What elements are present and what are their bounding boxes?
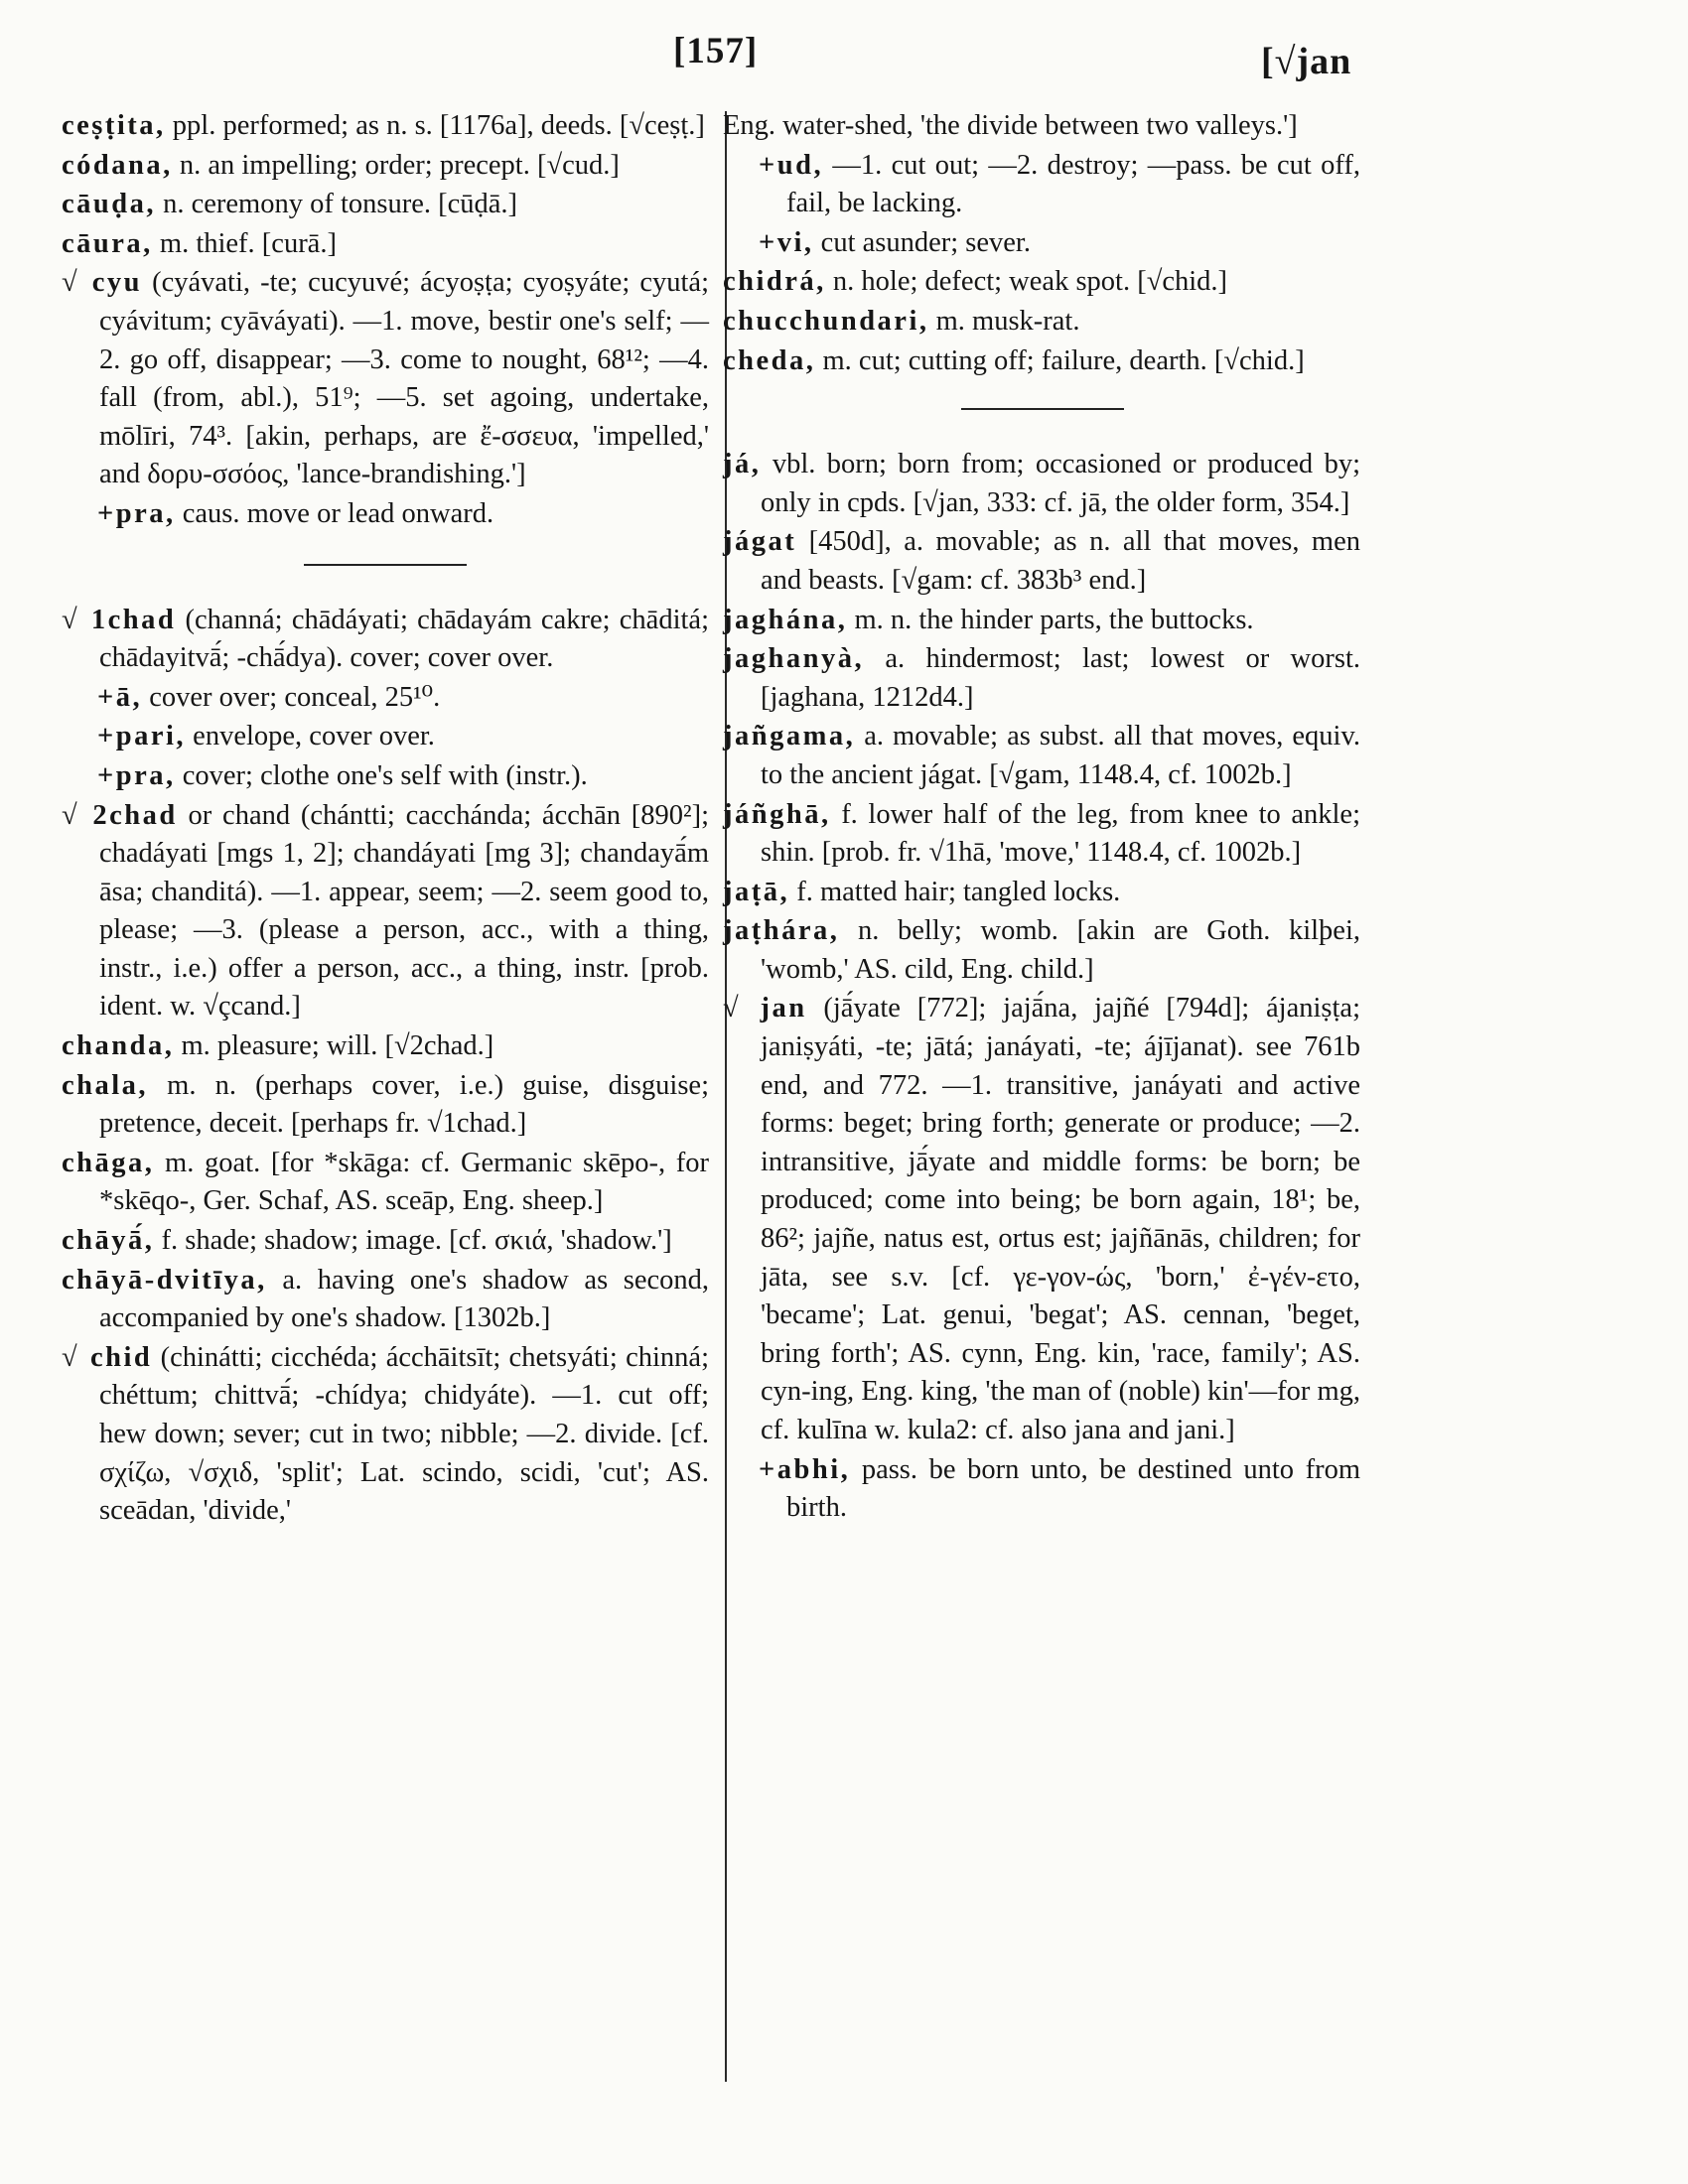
dictionary-entry [62, 1222, 709, 1261]
left-column [62, 107, 709, 1532]
dictionary-entry [723, 107, 1360, 146]
headword: chāyā-dvitīya, [62, 1264, 267, 1296]
definition-text: n. belly; womb. [akin are Goth. kilþei, 'womb,' AS. cild, Eng. child.] [761, 915, 1360, 985]
headword: √ 2chad [62, 799, 178, 831]
dictionary-entry [62, 1027, 709, 1066]
definition-text: f. shade; shadow; image. [cf. σκιά, 'shadow.'] [154, 1225, 672, 1257]
sub-entry [723, 1451, 1360, 1528]
definition-text: [450d], a. movable; as n. all that moves, men and beasts. [√gam: cf. 383b³ end.] [761, 526, 1360, 596]
sub-entry [723, 147, 1360, 223]
definition-text: m. musk-rat. [928, 305, 1080, 337]
headword: +vi, [759, 226, 814, 258]
headword: jaṭhára, [723, 915, 840, 947]
dictionary-entry [62, 147, 709, 186]
headword: jáñghā, [723, 798, 831, 830]
headword: +ā, [97, 681, 143, 713]
definition-text: cut asunder; sever. [813, 226, 1031, 258]
dictionary-entry [62, 107, 709, 146]
headword: +ud, [759, 149, 824, 181]
sub-entry [62, 495, 709, 534]
headword: +pra, [97, 759, 176, 791]
dictionary-entry [723, 523, 1360, 600]
headword: √ 1chad [62, 604, 177, 635]
definition-text: pass. be born unto, be destined unto from birth. [786, 1453, 1360, 1524]
headword: jaghána, [723, 604, 848, 635]
headword: chanda, [62, 1030, 175, 1062]
definition-text: f. matted hair; tangled locks. [789, 876, 1121, 907]
definition-text: (chinátti; cicchéda; ácchāitsīt; chetsyáti; chinná; chéttum; chittvā́; -chídya; chidyáte). —1. cut off; hew down; sever; cut in two; nibble; —2. divide. [cf. σχίζω, √σχιδ, 'split'; Lat. scindo, scidi, 'cut'; AS. sceādan, 'divide,' [99, 1341, 709, 1527]
definition-text: m. pleasure; will. [√2chad.] [174, 1030, 494, 1062]
definition-text: (cyávati, -te; cucyuvé; ácyoṣṭa; cyoṣyáte; cyutá; cyávitum; cyāváyati). —1. move, bestir one's self; —2. go off, disappear; —3. come to nought, 68¹²; —4. fall (from, abl.), 51⁹; —5. set agoing, undertake, mōlīri, 74³. [akin, perhaps, are ἔ-σσευα, 'impelled,' and δορυ-σσόος, 'lance-brandishing.'] [99, 267, 709, 490]
dictionary-entry [62, 1262, 709, 1338]
dictionary-entry [723, 303, 1360, 341]
headword: √ cyu [62, 267, 142, 299]
definition-text: m. n. (perhaps cover, i.e.) guise, disguise; pretence, deceit. [perhaps fr. √1chad.] [99, 1069, 709, 1140]
dictionary-entry [62, 225, 709, 264]
running-head: [√jan [1261, 41, 1352, 82]
page-number: [157] [673, 31, 759, 71]
definition-text: m. n. the hinder parts, the buttocks. [847, 604, 1254, 635]
headword: jaghanyà, [723, 643, 865, 675]
definition-text: m. thief. [curā.] [152, 227, 337, 259]
headword: +pra, [97, 497, 176, 529]
dictionary-entry [62, 186, 709, 224]
dictionary-entry [62, 1067, 709, 1144]
dictionary-entry [723, 640, 1360, 717]
definition-text: (channá; chādáyati; chādayám cakre; chāditá; chādayitvā́; -chā́dya). cover; cover over. [99, 604, 709, 674]
dictionary-entry [723, 446, 1360, 522]
definition-text: f. lower half of the leg, from knee to ankle; shin. [prob. fr. √1hā, 'move,' 1148.4, cf. 1002b.] [761, 798, 1360, 869]
sub-entry [723, 224, 1360, 263]
headword: jaṭā, [723, 876, 790, 907]
headword: chidrá, [723, 266, 826, 298]
dictionary-entry [62, 797, 709, 1027]
dictionary-entry [723, 912, 1360, 989]
headword: códana, [62, 149, 173, 181]
definition-text: m. cut; cutting off; failure, dearth. [√chid.] [815, 344, 1305, 376]
headword: chāga, [62, 1147, 155, 1178]
definition-text: a. hindermost; last; lowest or worst. [jaghana, 1212d4.] [761, 643, 1360, 713]
right-column [723, 107, 1360, 1529]
headword: chala, [62, 1069, 149, 1101]
dictionary-entry [723, 263, 1360, 302]
definition-text: m. goat. [for *skāga: cf. Germanic skēpo-, for *skēqo-, Ger. Schaf, AS. sceāp, Eng. sheep.] [99, 1147, 709, 1217]
definition-text: ppl. performed; as n. s. [1176a], deeds. [√ceṣṭ.] [165, 110, 705, 141]
headword: cheda, [723, 344, 816, 376]
definition-text: vbl. born; born from; occasioned or produced by; only in cpds. [√jan, 333: cf. jā, the older form, 354.] [761, 449, 1360, 518]
definition-text: n. an impelling; order; precept. [√cud.] [172, 149, 620, 181]
definition-text: —1. cut out; —2. destroy; —pass. be cut off, fail, be lacking. [786, 149, 1360, 219]
headword: chāyā́, [62, 1225, 155, 1257]
sub-entry [62, 718, 709, 756]
section-separator [961, 408, 1124, 410]
dictionary-entry [723, 342, 1360, 381]
definition-text: cover over; conceal, 25¹⁰. [142, 681, 441, 713]
definition-text: a. movable; as subst. all that moves, equiv. to the ancient jágat. [√gam, 1148.4, cf. 1002b.] [761, 721, 1360, 790]
dictionary-entry [723, 602, 1360, 640]
headword: +abhi, [759, 1453, 851, 1485]
headword: ceṣṭita, [62, 110, 166, 141]
dictionary-entry [723, 990, 1360, 1449]
definition-text: (jā́yate [772]; jajā́na, jajñé [794d]; ájaniṣṭa; janiṣyáti, -te; jātá; janáyati, -te; ájījanat). see 761b end, and 772. —1. transitive, janáyati and active forms: beget; bring forth; generate or produce; —2. intransitive, jā́yate and middle forms: be born; be produced; come into being; be born again, 18¹; be, 86²; jajñe, natus est, ortus est; jajñānās, children; for jāta, see s.v. [cf. γε-γον-ώς, 'born,' ἐ-γέν-ετο, 'became'; Lat. genui, 'begat'; AS. cennan, 'beget, bring forth'; AS. cynn, Eng. kin, 'race, family'; AS. cyn-ing, Eng. king, 'the man of (noble) kin'—for mg, cf. kulīna w. kula2: cf. also jana and jani.] [761, 993, 1360, 1445]
dictionary-entry [62, 1145, 709, 1221]
definition-text: n. hole; defect; weak spot. [√chid.] [825, 266, 1228, 298]
headword: chucchundari, [723, 305, 929, 337]
headword: √ jan [723, 993, 807, 1024]
dictionary-entry [723, 874, 1360, 912]
dictionary-entry [723, 796, 1360, 873]
dictionary-entry [62, 602, 709, 678]
headword: jañgama, [723, 721, 856, 752]
definition-text: cover; clothe one's self with (instr.). [175, 759, 588, 791]
definition-text: Eng. water-shed, 'the divide between two valleys.'] [723, 110, 1298, 141]
definition-text: caus. move or lead onward. [175, 497, 494, 529]
section-separator [304, 564, 467, 566]
definition-text: or chand (chántti; cacchánda; ácchān [890²]; chadáyati [mgs 1, 2]; chandáyati [mg 3]; chandayā́m āsa; chanditá). —1. appear, seem; —2. seem good to, please; —3. (please a person, acc., with a thing, instr., i.e.) offer a person, acc., a thing, instr. [prob. ident. w. √çcand.] [99, 799, 709, 1023]
sub-entry [62, 679, 709, 718]
definition-text: a. having one's shadow as second, accompanied by one's shadow. [1302b.] [99, 1264, 709, 1334]
headword: já, [723, 449, 762, 480]
dictionary-entry [62, 1339, 709, 1531]
dictionary-entry [723, 718, 1360, 794]
headword: jágat [723, 526, 797, 558]
headword: +pari, [97, 721, 187, 752]
headword: √ chid [62, 1341, 153, 1373]
definition-text: n. ceremony of tonsure. [cūḍā.] [155, 189, 518, 220]
headword: cāuḍa, [62, 189, 156, 220]
definition-text: envelope, cover over. [186, 721, 435, 752]
headword: cāura, [62, 227, 153, 259]
sub-entry [62, 757, 709, 796]
dictionary-entry [62, 264, 709, 494]
